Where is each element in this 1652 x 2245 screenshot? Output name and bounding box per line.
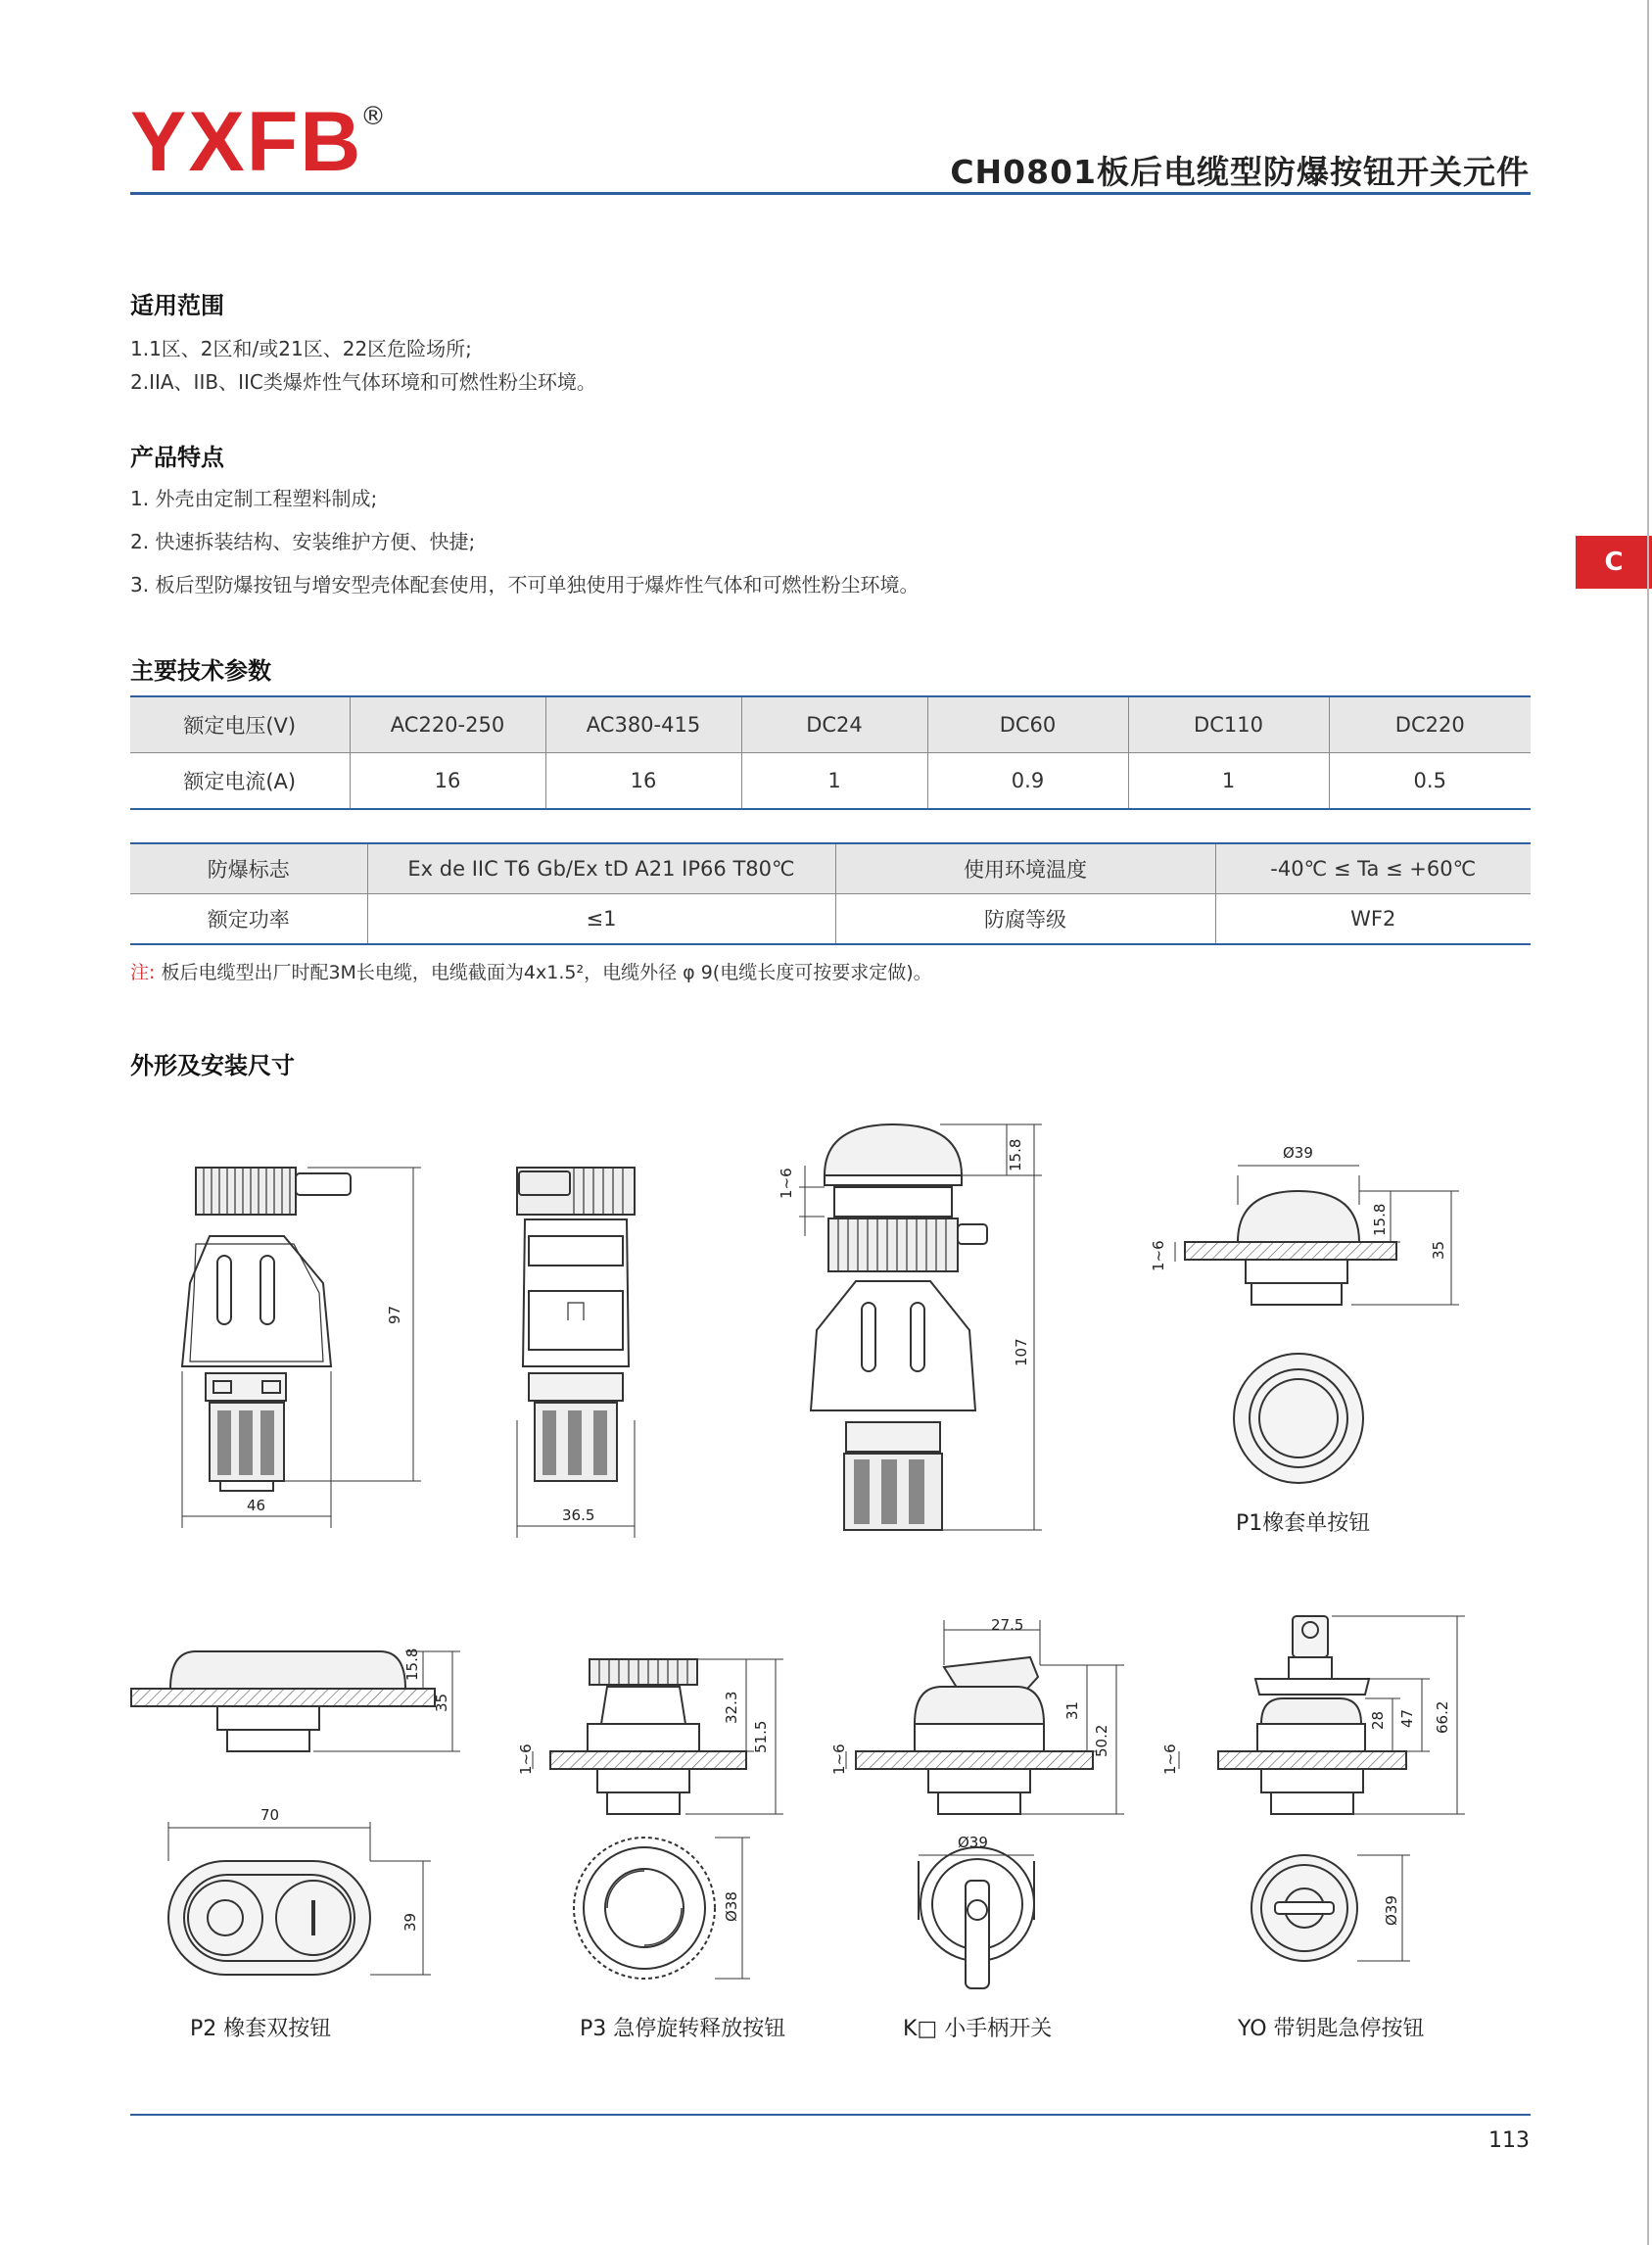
front-view-drawing [182, 1168, 351, 1491]
k-side-drawing [856, 1657, 1093, 1814]
dim-p3-1-6: 1~6 [517, 1743, 535, 1775]
side-view-drawing [517, 1168, 635, 1481]
table-cell: 0.5 [1329, 753, 1531, 810]
table-cell: 防爆标志 [130, 843, 367, 894]
dim-yo-39: Ø39 [1383, 1895, 1400, 1926]
dim-15-8: 15.8 [1007, 1138, 1024, 1171]
table-cell: 额定电压(V) [130, 696, 350, 753]
table-cell: DC220 [1329, 696, 1531, 753]
caption-yo: YO 带钥匙急停按钮 [1238, 2017, 1425, 2041]
p2-front-drawing [168, 1861, 370, 1975]
caption-p3: P3 急停旋转释放按钮 [580, 2017, 786, 2041]
scope-line-1: 1.1区、2区和/或21区、22区危险场所; [130, 337, 472, 360]
document-title: CH0801板后电缆型防爆按钮开关元件 [950, 153, 1530, 191]
note-label: 注: [130, 962, 156, 983]
p3-side-drawing [550, 1659, 746, 1814]
p2-side-drawing [131, 1651, 435, 1751]
table-cell: AC380-415 [545, 696, 741, 753]
dim-46: 46 [247, 1497, 266, 1514]
p3-front-drawing [574, 1838, 715, 1979]
footer-rule [130, 2114, 1531, 2116]
feature-line-1: 1. 外壳由定制工程塑料制成; [130, 487, 378, 510]
table-cell: 16 [350, 753, 545, 810]
dim-k-31: 31 [1063, 1700, 1081, 1720]
table-cell: DC60 [927, 696, 1128, 753]
table-cell: DC110 [1128, 696, 1329, 753]
dim-p2-15-8: 15.8 [403, 1648, 421, 1681]
scope-heading: 适用范围 [130, 292, 224, 319]
dim-p1-39: Ø39 [1283, 1144, 1313, 1162]
feature-line-3: 3. 板后型防爆按钮与增安型壳体配套使用，不可单独使用于爆炸性气体和可燃性粉尘环境。 [130, 573, 920, 597]
page-number: 113 [1488, 2128, 1530, 2153]
table-cell: 16 [545, 753, 741, 810]
dim-p2-35: 35 [433, 1693, 450, 1712]
brand-logo: YXFB [130, 95, 363, 189]
caption-p1: P1橡套单按钮 [1236, 1511, 1371, 1536]
dim-yo-47: 47 [1398, 1708, 1416, 1728]
dim-p3-38: Ø38 [723, 1891, 740, 1922]
dim-p1-15-8: 15.8 [1371, 1203, 1389, 1236]
table-cell: 1 [1128, 753, 1329, 810]
k-front-drawing [919, 1847, 1034, 1988]
dim-k-39: Ø39 [958, 1834, 988, 1851]
table-cell: 0.9 [927, 753, 1128, 810]
dim-p3-51-5: 51.5 [752, 1720, 770, 1753]
dim-97: 97 [386, 1305, 403, 1324]
table-cell: 额定功率 [130, 894, 367, 945]
dim-yo-1-6: 1~6 [1161, 1743, 1179, 1775]
table-cell: 1 [741, 753, 927, 810]
caption-p2: P2 橡套双按钮 [190, 2017, 332, 2041]
dim-p2-39: 39 [401, 1912, 419, 1932]
table-cell: DC24 [741, 696, 927, 753]
table-cell: -40℃ ≤ Ta ≤ +60℃ [1215, 843, 1531, 894]
registered-mark: ® [360, 102, 386, 131]
table-cell: AC220-250 [350, 696, 545, 753]
table-cell: WF2 [1215, 894, 1531, 945]
note-text: 板后电缆型出厂时配3M长电缆，电缆截面为4x1.5²，电缆外径 φ 9(电缆长度可按要求定做)。 [161, 962, 932, 983]
yo-front-drawing [1251, 1855, 1357, 1961]
section-tab: C [1576, 536, 1652, 589]
dim-107: 107 [1013, 1338, 1030, 1366]
dim-yo-66-2: 66.2 [1434, 1700, 1451, 1734]
assembly-view-drawing [811, 1124, 987, 1530]
params-heading: 主要技术参数 [130, 657, 271, 685]
table-cell: 防腐等级 [835, 894, 1215, 945]
dim-36-5: 36.5 [562, 1506, 595, 1524]
p1-front-drawing [1234, 1354, 1363, 1483]
table-cell: 使用环境温度 [835, 843, 1215, 894]
dim-p1-35: 35 [1430, 1240, 1447, 1260]
dim-yo-28: 28 [1369, 1710, 1387, 1730]
dim-1-6: 1~6 [778, 1168, 795, 1199]
dim-k-27-5: 27.5 [991, 1616, 1024, 1634]
dim-p2-70: 70 [260, 1806, 280, 1824]
dim-p1-1-6: 1~6 [1150, 1240, 1167, 1271]
dim-p3-32-3: 32.3 [723, 1691, 740, 1724]
feature-line-2: 2. 快速拆装结构、安装维护方便、快捷; [130, 530, 476, 553]
dim-k-1-6: 1~6 [830, 1743, 848, 1775]
dimensions-heading: 外形及安装尺寸 [130, 1052, 295, 1079]
table-cell: ≤1 [367, 894, 835, 945]
dim-k-50-2: 50.2 [1093, 1724, 1110, 1757]
features-heading: 产品特点 [130, 444, 224, 471]
caption-k: K□ 小手柄开关 [903, 2017, 1053, 2041]
table-cell: Ex de IIC T6 Gb/Ex tD A21 IP66 T80℃ [367, 843, 835, 894]
table-cell: 额定电流(A) [130, 753, 350, 810]
scope-line-2: 2.IIA、IIB、IIC类爆炸性气体环境和可燃性粉尘环境。 [130, 370, 596, 394]
p1-side-drawing [1185, 1191, 1396, 1305]
